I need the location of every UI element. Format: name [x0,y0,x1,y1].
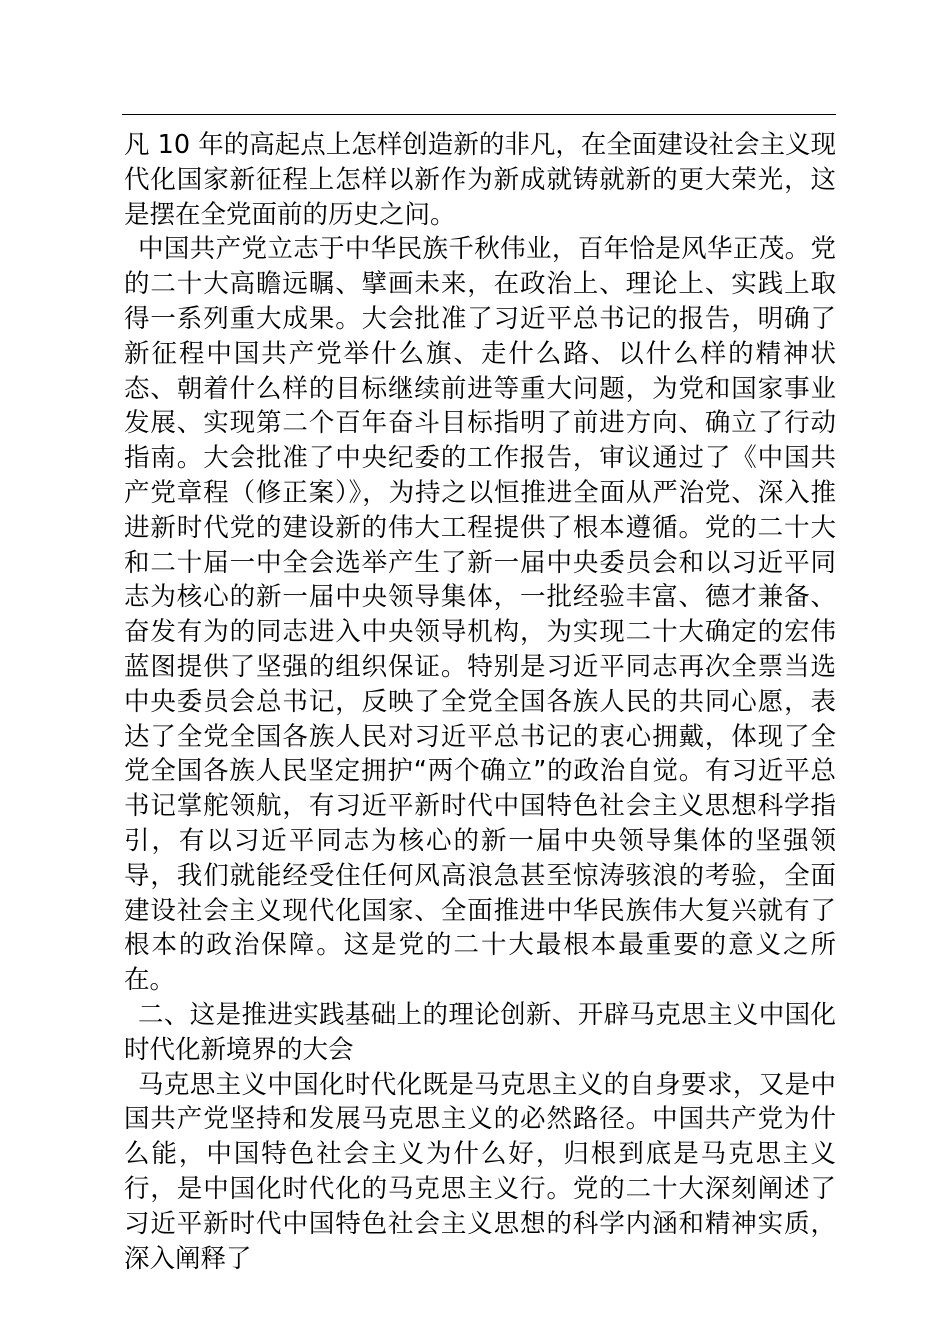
paragraph-marxism-sinicization: 马克思主义中国化时代化既是马克思主义的自身要求，又是中国共产党坚持和发展马克思主义的必然路径。中国共产党为什么能，中国特色社会主义为什么好，归根到底是马克思主义行，是中国化时代化的马克思主义行。党的二十大深刻阐述了习近平新时代中国特色社会主义思想的科学内涵和精神实质，深入阐释了 [124,1069,836,1274]
header-rule [122,114,836,115]
section-heading-two: 二、这是推进实践基础上的理论创新、开辟马克思主义中国化时代化新境界的大会 [124,999,836,1065]
paragraph-party-achievements: 中国共产党立志于中华民族千秋伟业，百年恰是风华正茂。党的二十大高瞻远瞩、擘画未来，在政治上、理论上、实践上取得一系列重大成果。大会批准了习近平总书记的报告，明确了新征程中国共产党举什么旗、走什么路、以什么样的精神状态、朝着什么样的目标继续前进等重大问题，为党和国家事业发展、实现第二个百年奋斗目标指明了前进方向、确立了行动指南。大会批准了中央纪委的工作报告，审议通过了《中国共产党章程（修正案）》，为持之以恒推进全面从严治党、深入推进新时代党的建设新的伟大工程提供了根本遵循。党的二十大和二十届一中全会选举产生了新一届中央委员会和以习近平同志为核心的新一届中央领导集体，一批经验丰富、德才兼备、奋发有为的同志进入中央领导机构，为实现二十大确定的宏伟蓝图提供了坚强的组织保证。特别是习近平同志再次全票当选中央委员会总书记，反映了全党全国各族人民的共同心愿，表达了全党全国各族人民对习近平总书记的衷心拥戴，体现了全党全国各族人民坚定拥护“两个确立”的政治自觉。有习近平总书记掌舵领航，有习近平新时代中国特色社会主义思想科学指引，有以习近平同志为核心的新一届中央领导集体的坚强领导，我们就能经受住任何风高浪急甚至惊涛骇浪的考验，全面建设社会主义现代化国家、全面推进中华民族伟大复兴就有了根本的政治保障。这是党的二十大最根本最重要的意义之所在。 [124,234,836,996]
paragraph-continuation: 凡 10 年的高起点上怎样创造新的非凡，在全面建设社会主义现代化国家新征程上怎样以新作为新成就铸就新的更大荣光，这是摆在全党面前的历史之问。 [124,130,836,230]
document-body [124,128,836,1276]
